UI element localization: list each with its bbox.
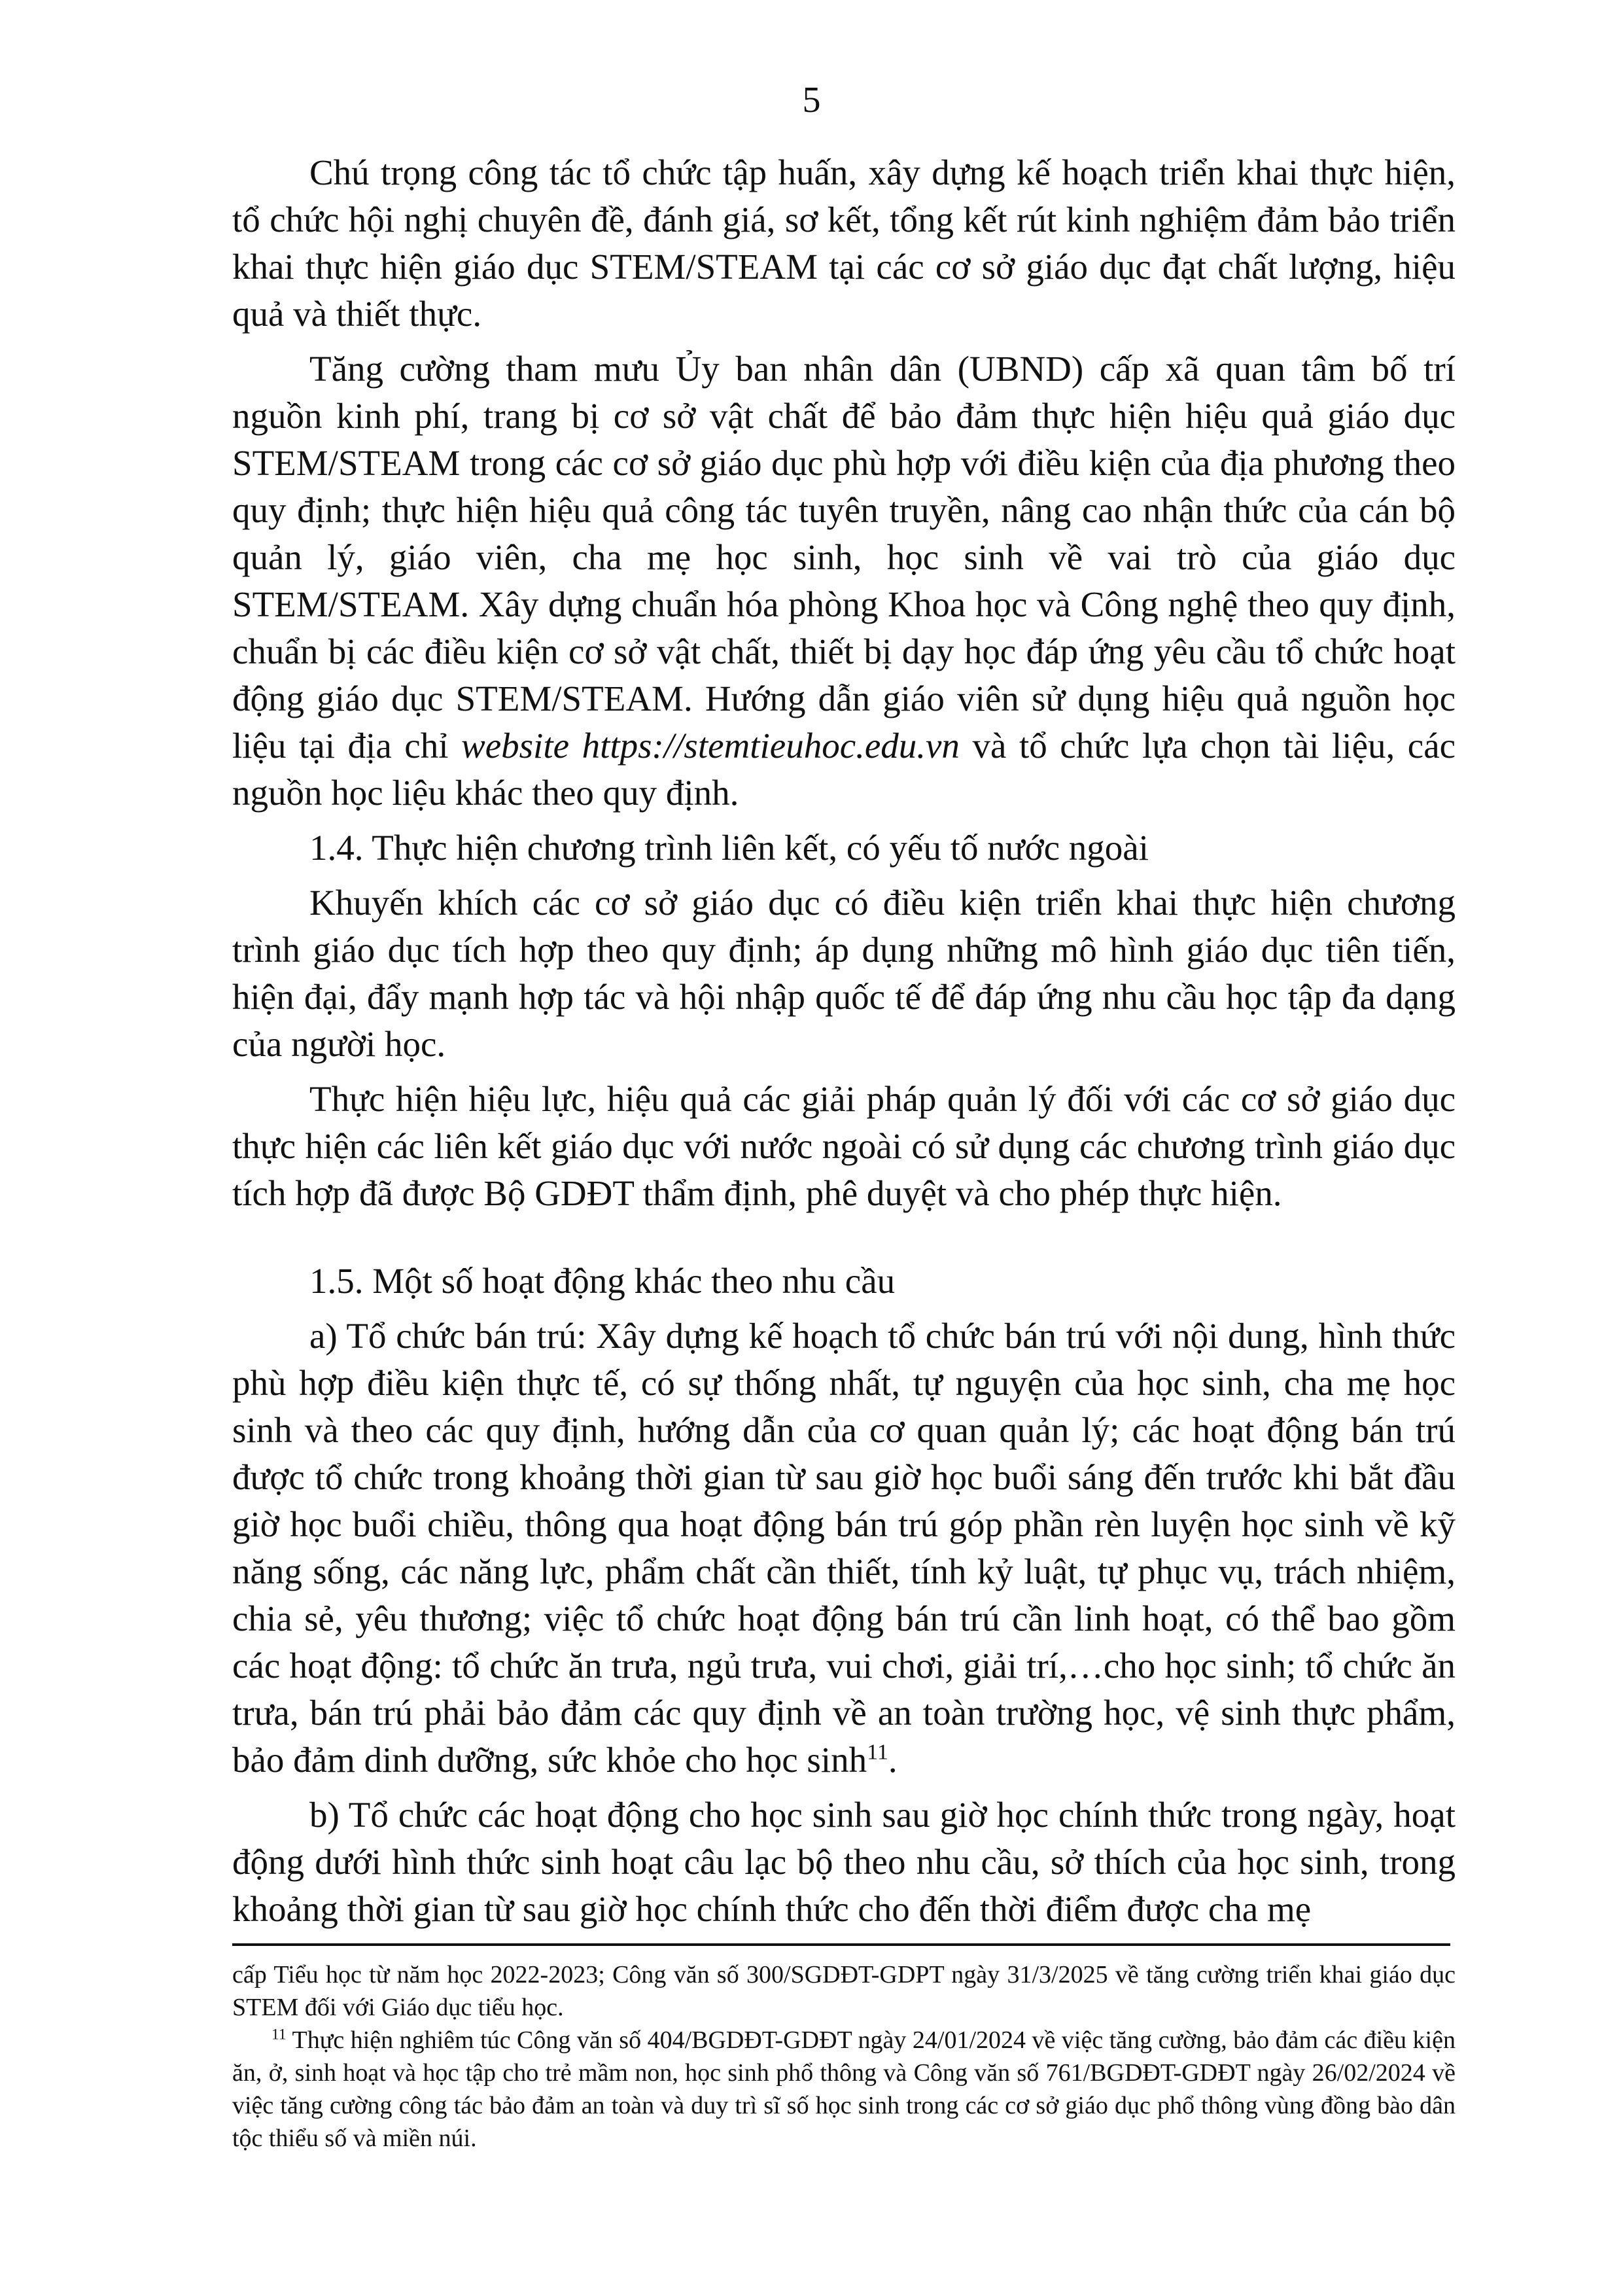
paragraph-ubnd-funding [232,345,1456,817]
section-heading-1-5: 1.5. Một số hoạt động khác theo nhu cầu [309,1261,896,1301]
section-heading-1-4: 1.4. Thực hiện chương trình liên kết, có yếu tố nước ngoài [309,828,1149,868]
paragraph-integrated-programs: Khuyến khích các cơ sở giáo dục có điều kiện triển khai thực hiện chương trình giáo dục tích hợp theo quy định; áp dụng những mô hình giáo dục tiên tiến, hiện đại, đẩy mạnh hợp tác và hội nhập quốc tế để đáp ứng nhu cầu học tập đa dạng của người học. [232,883,1456,1064]
footnote-11-number: 11 [271,2026,287,2043]
paragraph-ubnd-tail: và tổ chức lựa chọn tài liệu, các nguồn học liệu khác theo quy định. [232,726,1456,813]
document-body [232,149,1456,1941]
footnote-11 [232,2024,1456,2155]
paragraph-training: Chú trọng công tác tổ chức tập huấn, xây dựng kế hoạch triển khai thực hiện, tổ chức hội nghị chuyên đề, đánh giá, sơ kết, tổng kết rút kinh nghiệm đảm bảo triển khai thực hiện giáo dục STEM/STEAM tại các cơ sở giáo dục đạt chất lượng, hiệu quả và thiết thực. [232,152,1456,334]
resource-website-link[interactable]: website https://stemtieuhoc.edu.vn [461,726,960,766]
paragraph-ubnd-text: Tăng cường tham mưu Ủy ban nhân dân (UBND) cấp xã quan tâm bố trí nguồn kinh phí, trang bị cơ sở vật chất để bảo đảm thực hiện hiệu quả giáo dục STEM/STEAM trong các cơ sở giáo dục phù hợp với điều kiện của địa phương theo quy định; thực hiện hiệu quả công tác tuyên truyền, nâng cao nhận thức của cán bộ quản lý, giáo viên, cha mẹ học sinh, học sinh về vai trò của giáo dục STEM/STEAM. Xây dựng chuẩn hóa phòng Khoa học và Công nghệ theo quy định, chuẩn bị các điều kiện cơ sở vật chất, thiết bị dạy học đáp ứng yêu cầu tổ chức hoạt động giáo dục STEM/STEAM. Hướng dẫn giáo viên sử dụng hiệu quả nguồn học liệu tại địa chỉ [232,349,1456,766]
footnote-11-text: Thực hiện nghiêm túc Công văn số 404/BGDĐT-GDĐT ngày 24/01/2024 về việc tăng cường, bảo đảm các điều kiện ăn, ở, sinh hoạt và học tập cho trẻ mầm non, học sinh phổ thông và Công văn số 761/BGDĐT-GDĐT ngày 26/02/2024 về việc tăng cường công tác bảo đảm an toàn và duy trì sĩ số học sinh trong các cơ sở giáo dục phổ thông vùng đồng bào dân tộc thiểu số và miền núi. [232,2026,1456,2152]
footnote-separator [232,1943,1450,1946]
paragraph-boarding-end: . [888,1740,898,1780]
footnote-continued: cấp Tiểu học từ năm học 2022-2023; Công văn số 300/SGDĐT-GDPT ngày 31/3/2025 về tăng cường triển khai giáo dục STEM đối với Giáo dục tiểu học. [232,1961,1456,2021]
paragraph-after-school: b) Tổ chức các hoạt động cho học sinh sau giờ học chính thức trong ngày, hoạt động dưới hình thức sinh hoạt câu lạc bộ theo nhu cầu, sở thích của học sinh, trong khoảng thời gian từ sau giờ học chính thức cho đến thời điểm được cha mẹ [232,1795,1456,1929]
paragraph-boarding [232,1313,1456,1784]
paragraph-foreign-links: Thực hiện hiệu lực, hiệu quả các giải pháp quản lý đối với các cơ sở giáo dục thực hiện các liên kết giáo dục với nước ngoài có sử dụng các chương trình giáo dục tích hợp đã được Bộ GDĐT thẩm định, phê duyệt và cho phép thực hiện. [232,1079,1456,1213]
footnote-ref-11[interactable]: 11 [867,1740,888,1765]
page-number: 5 [802,80,821,120]
footnotes [232,1958,1456,2155]
paragraph-boarding-text: a) Tổ chức bán trú: Xây dựng kế hoạch tổ chức bán trú với nội dung, hình thức phù hợp điều kiện thực tế, có sự thống nhất, tự nguyện của học sinh, cha mẹ học sinh và theo các quy định, hướng dẫn của cơ quan quản lý; các hoạt động bán trú được tổ chức trong khoảng thời gian từ sau giờ học buổi sáng đến trước khi bắt đầu giờ học buổi chiều, thông qua hoạt động bán trú góp phần rèn luyện học sinh về kỹ năng sống, các năng lực, phẩm chất cần thiết, tính kỷ luật, tự phục vụ, trách nhiệm, chia sẻ, yêu thương; việc tổ chức hoạt động bán trú cần linh hoạt, có thể bao gồm các hoạt động: tổ chức ăn trưa, ngủ trưa, vui chơi, giải trí,…cho học sinh; tổ chức ăn trưa, bán trú phải bảo đảm các quy định về an toàn trường học, vệ sinh thực phẩm, bảo đảm dinh dưỡng, sức khỏe cho học sinh [232,1316,1456,1780]
